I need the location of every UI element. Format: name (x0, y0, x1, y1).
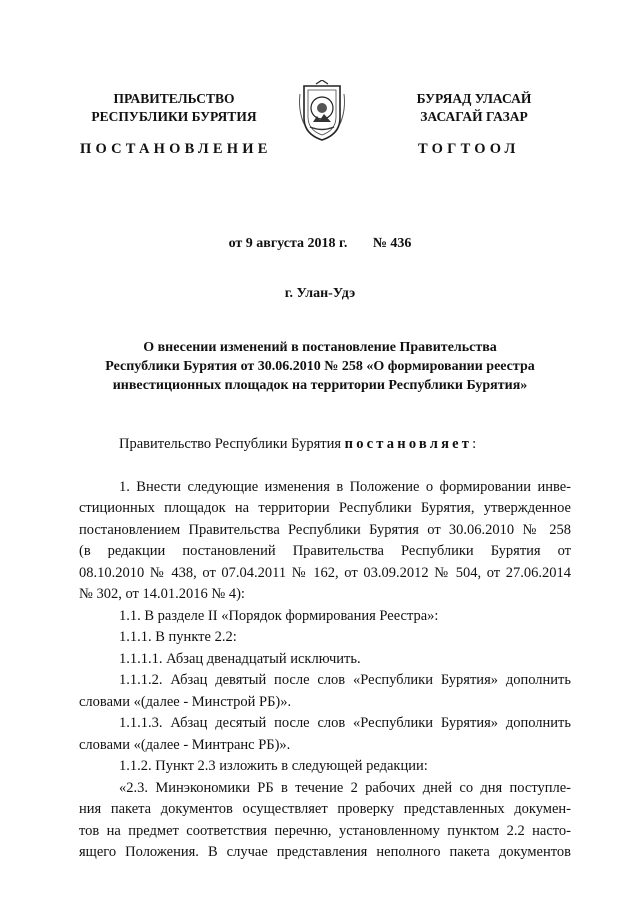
clause-1-1-1-1: 1.1.1.1. Абзац двенадцатый исключить. (119, 650, 361, 667)
title-line-1: О внесении изменений в постановление Правительства (143, 340, 497, 355)
quoted-clause-2-3-line: ния пакета документов осуществляет проверку представленных докумен- (79, 801, 571, 817)
coat-of-arms-icon (296, 80, 348, 142)
intro-paragraph (79, 434, 571, 456)
paragraph-1-line: 08.10.2010 № 438, от 07.04.2011 № 162, от 03.09.2012 № 504, от 27.06.2014 (79, 564, 571, 581)
title-line-2: Республики Бурятия от 30.06.2010 № 258 «О формировании реестра (105, 359, 535, 374)
paragraph-1-line: стиционных площадок на территории Республики Бурятия, утвержденное (79, 500, 571, 516)
paragraph-1-line: (в редакции постановлений Правительства Республики Бурятия от (79, 543, 571, 559)
clause-1-1: 1.1. В разделе II «Порядок формирования Реестра»: (119, 607, 439, 624)
document-number: № 436 (372, 236, 412, 251)
clause-1-1-2: 1.1.2. Пункт 2.3 изложить в следующей редакции: (119, 758, 428, 774)
paragraph-1-line: 1. Внести следующие изменения в Положение о формировании инве- (119, 478, 571, 495)
issuer-line-1-buryat: БУРЯАД УЛАСАЙ (416, 91, 532, 106)
document-title (80, 338, 560, 395)
clause-1-1-1-2-line: словами «(далее - Минстрой РБ)». (79, 693, 292, 710)
document-city: г. Улан-Удэ (284, 286, 356, 301)
document-body (79, 434, 571, 864)
date-number-line (0, 236, 640, 252)
quoted-clause-2-3-line: ящего Положения. В случае представления неполного пакета документов (79, 844, 571, 860)
issuer-header-buryat (374, 90, 574, 126)
issuer-header-russian (74, 90, 274, 126)
quoted-clause-2-3-line: «2.3. Минэкономики РБ в течение 2 рабочих дней со дня поступле- (119, 779, 571, 796)
paragraph-1-line: № 302, от 14.01.2016 № 4): (79, 586, 245, 602)
doc-type-buryat: ТОГТООЛ (418, 141, 520, 157)
clause-1-1-1-2-line: 1.1.1.2. Абзац девятый после слов «Республики Бурятия» дополнить (119, 672, 571, 688)
clause-1-1-1: 1.1.1. В пункте 2.2: (119, 629, 237, 645)
intro-prefix: Правительство Республики Бурятия (119, 436, 345, 452)
intro-emphasis: постановляет (344, 436, 473, 452)
paragraph-1-line: постановлением Правительства Республики Бурятия от 30.06.2010 № 258 (79, 521, 571, 538)
quoted-clause-2-3-line: тов на предмет соответствия перечню, установленному пунктом 2.2 насто- (79, 822, 571, 839)
intro-suffix: : (472, 436, 477, 452)
issuer-line-2: РЕСПУБЛИКИ БУРЯТИЯ (91, 109, 257, 124)
title-line-3: инвестиционных площадок на территории Республики Бурятия» (112, 378, 528, 393)
document-date: от 9 августа 2018 г. (228, 236, 348, 251)
doc-type-russian: ПОСТАНОВЛЕНИЕ (80, 141, 272, 157)
issuer-line-1: ПРАВИТЕЛЬСТВО (113, 91, 235, 106)
issuer-line-2-buryat: ЗАСАГАЙ ГАЗАР (420, 109, 528, 124)
clause-1-1-1-3-line: 1.1.1.3. Абзац десятый после слов «Республики Бурятия» дополнить (119, 715, 571, 731)
clause-1-1-1-3-line: словами «(далее - Минтранс РБ)». (79, 736, 291, 753)
